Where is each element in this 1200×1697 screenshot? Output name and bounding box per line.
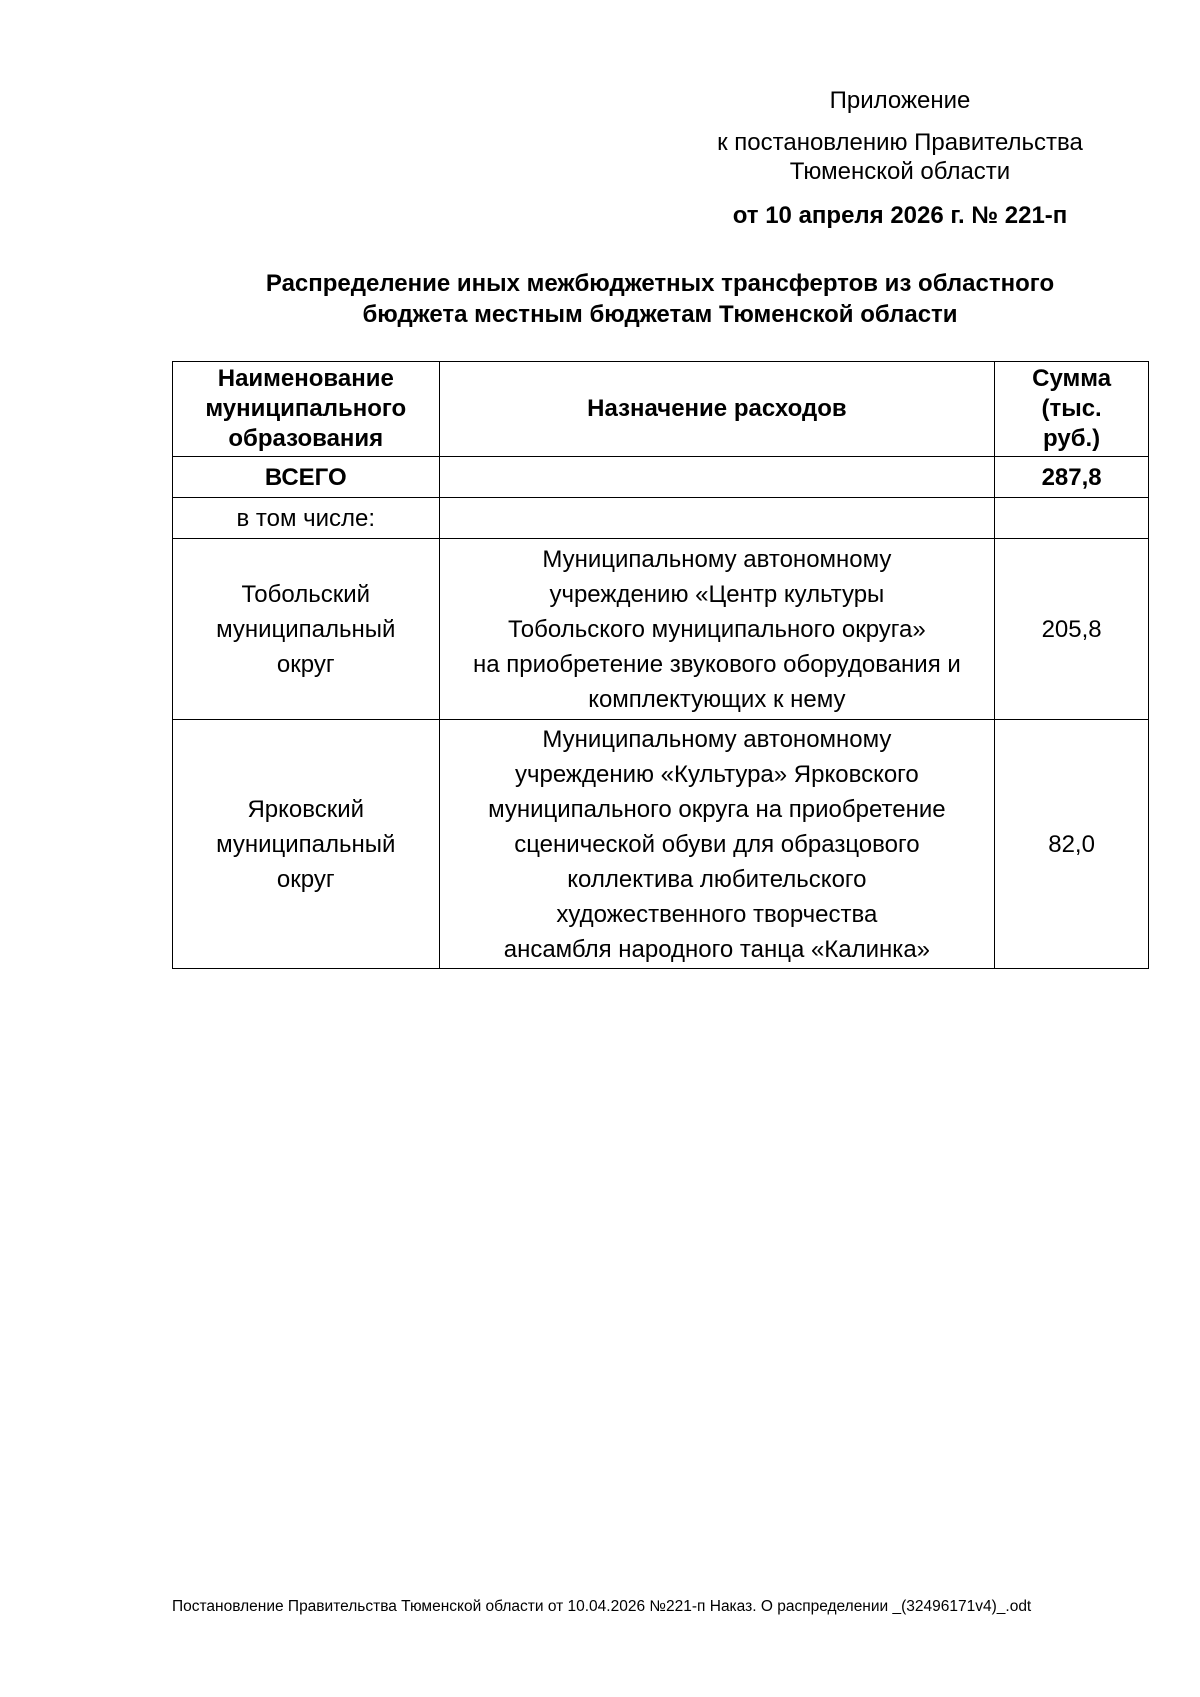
appendix-label: Приложение bbox=[829, 87, 971, 114]
header-text-line: (тыс. bbox=[1041, 395, 1102, 422]
table-header-row bbox=[173, 362, 1149, 457]
amount: 82,0 bbox=[995, 720, 1149, 969]
cell-text-line: муниципальный bbox=[216, 615, 396, 643]
appendix-reference-line: Тюменской области bbox=[789, 158, 1011, 185]
total-sum: 287,8 bbox=[995, 457, 1149, 498]
cell-text-line: Тобольского муниципального округа» bbox=[508, 615, 926, 643]
document-title-line: бюджета местным бюджетам Тюменской области bbox=[362, 301, 958, 328]
cell-text-line: коллектива любительского bbox=[567, 865, 867, 893]
amount: 205,8 bbox=[995, 539, 1149, 720]
municipality-name bbox=[173, 539, 440, 720]
table-row-subheader bbox=[173, 498, 1149, 539]
cell-text-line: округ bbox=[276, 865, 335, 893]
transfers-table bbox=[172, 361, 1149, 969]
expense-purpose bbox=[439, 720, 995, 969]
cell-text-line: Муниципальному автономному bbox=[542, 545, 892, 573]
cell-text-line: округ bbox=[276, 650, 335, 678]
table-row bbox=[173, 539, 1149, 720]
header-sum bbox=[995, 362, 1149, 457]
header-text-line: муниципального bbox=[205, 395, 407, 422]
header-municipality bbox=[173, 362, 440, 457]
document-title-line: Распределение иных межбюджетных трансфертов из областного bbox=[265, 270, 1055, 297]
cell-text-line: муниципальный bbox=[216, 830, 396, 858]
table-row bbox=[173, 720, 1149, 969]
header-text-line: Наименование bbox=[217, 365, 394, 392]
cell-text-line: художественного творчества bbox=[556, 900, 878, 928]
cell-text-line: учреждению «Культура» Ярковского bbox=[514, 760, 919, 788]
cell-text-line: учреждению «Центр культуры bbox=[549, 580, 885, 608]
subheader-label: в том числе: bbox=[173, 498, 440, 539]
subheader-purpose bbox=[439, 498, 995, 539]
cell-text-line: Тобольский bbox=[241, 580, 371, 608]
cell-text-line: муниципального округа на приобретение bbox=[488, 795, 946, 823]
cell-text-line: на приобретение звукового оборудования и bbox=[472, 650, 961, 678]
header-text-line: образования bbox=[228, 425, 384, 452]
appendix-reference-line: к постановлению Правительства bbox=[717, 129, 1083, 156]
cell-text-line: Ярковский bbox=[247, 795, 365, 823]
document-footer: Постановление Правительства Тюменской области от 10.04.2026 №221-п Наказ. О распределении _(32496171v4)_.odt bbox=[172, 1598, 1032, 1615]
cell-text-line: комплектующих к нему bbox=[588, 685, 846, 713]
municipality-name bbox=[173, 720, 440, 969]
subheader-sum bbox=[995, 498, 1149, 539]
total-label: ВСЕГО bbox=[173, 457, 440, 498]
total-purpose bbox=[439, 457, 995, 498]
header-text-line: Сумма bbox=[1032, 365, 1112, 392]
table-row-total bbox=[173, 457, 1149, 498]
expense-purpose bbox=[439, 539, 995, 720]
appendix-reference bbox=[700, 128, 1100, 186]
appendix-date-number: от 10 апреля 2026 г. № 221-п bbox=[732, 202, 1068, 229]
header-text-line: руб.) bbox=[1043, 425, 1101, 452]
cell-text-line: ансамбля народного танца «Калинка» bbox=[503, 935, 931, 963]
cell-text-line: сценической обуви для образцового bbox=[514, 830, 920, 858]
document-title bbox=[160, 268, 1160, 330]
cell-text-line: Муниципальному автономному bbox=[542, 725, 892, 753]
header-purpose: Назначение расходов bbox=[439, 362, 995, 457]
